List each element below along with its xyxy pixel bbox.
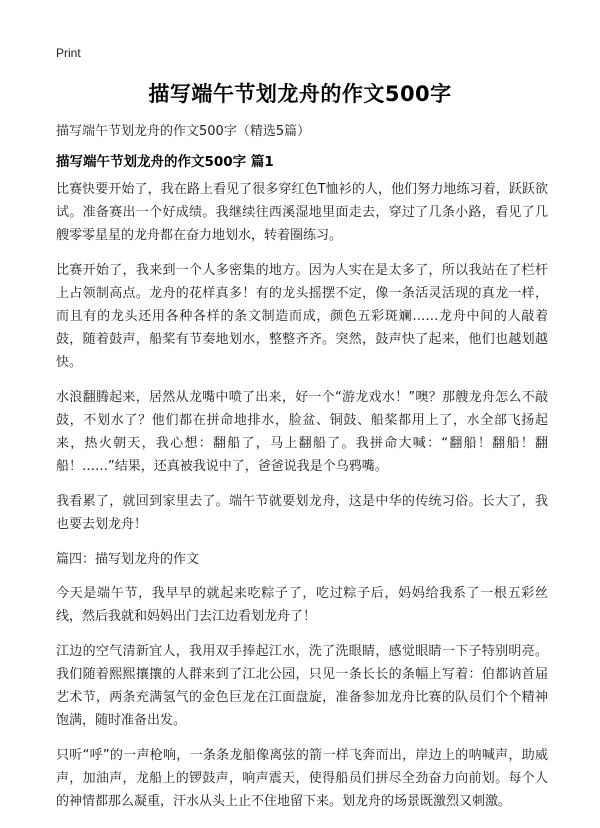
print-label: Print	[56, 46, 81, 60]
paragraph: 我看累了，就回到家里去了。端午节就要划龙舟，这是中华的传统习俗。长大了，我也要去划龙舟！	[56, 494, 548, 532]
article-body	[56, 178, 548, 825]
paragraph: 水浪翻腾起来，居然从龙嘴中喷了出来，好一个“游龙戏水！”噢？那艘龙舟怎么不敲鼓，不划水了？他们都在拼命地排水，脸盆、铜鼓、船桨都用上了，水全部飞扬起来，热火朝天，我心想：翻船了，马上翻船了。我拼命大喊：“翻船！翻船！翻船！……”结果，还真被我说中了，爸爸说我是个乌鸦嘴。	[56, 390, 548, 474]
section-heading: 描写端午节划龙舟的作文500字 篇1	[56, 154, 274, 170]
paragraph: 比赛快要开始了，我在路上看见了很多穿红色T恤衫的人，他们努力地练习着，跃跃欲试。准备赛出一个好成绩。我继续往西溪湿地里面走去，穿过了几条小路，看见了几艘零零星星的龙舟都在奋力地划水，转着圈练习。	[56, 182, 548, 243]
document-subtitle: 描写端午节划龙舟的作文500字（精选5篇）	[56, 124, 311, 139]
paragraph: 江边的空气清新宜人，我用双手捧起江水，洗了洗眼睛，感觉眼睛一下子特别明亮。我们随着熙熙攘攘的人群来到了江北公园，只见一条长长的条幅上写着：伯都讷首届艺术节，两条充满氢气的金色巨龙在江面盘旋，准备参加龙舟比赛的队员们个个精神饱满，随时准备出发。	[56, 644, 548, 728]
paragraph: 比赛开始了，我来到一个人多密集的地方。因为人实在是太多了，所以我站在了栏杆上占领制高点。龙舟的花样真多！有的龙头摇摆不定，像一条活灵活现的真龙一样，而且有的龙头还用各种各样的条文制造而成，颜色五彩斑斓……龙舟中间的人敲着鼓，随着鼓声，船桨有节奏地划水，整整齐齐。突然，鼓声快了起来，他们也越划越快。	[56, 263, 548, 370]
page-title: 描写端午节划龙舟的作文500字	[148, 82, 452, 106]
paragraph: 只听“呼”的一声枪响，一条条龙船像离弦的箭一样飞奔而出，岸边上的呐喊声，助威声，加油声，龙船上的锣鼓声，响声震天，使得船员们拼尽全劲奋力向前划。每个人的神情都那么凝重，汗水从头上止不住地留下来。划龙舟的场景既激烈又刺激。	[56, 748, 548, 809]
section-subheading: 篇四：描写划龙舟的作文	[56, 552, 200, 567]
paragraph: 今天是端午节，我早早的就起来吃粽子了，吃过粽子后，妈妈给我系了一根五彩丝线，然后我就和妈妈出门去江边看划龙舟了！	[56, 586, 548, 624]
